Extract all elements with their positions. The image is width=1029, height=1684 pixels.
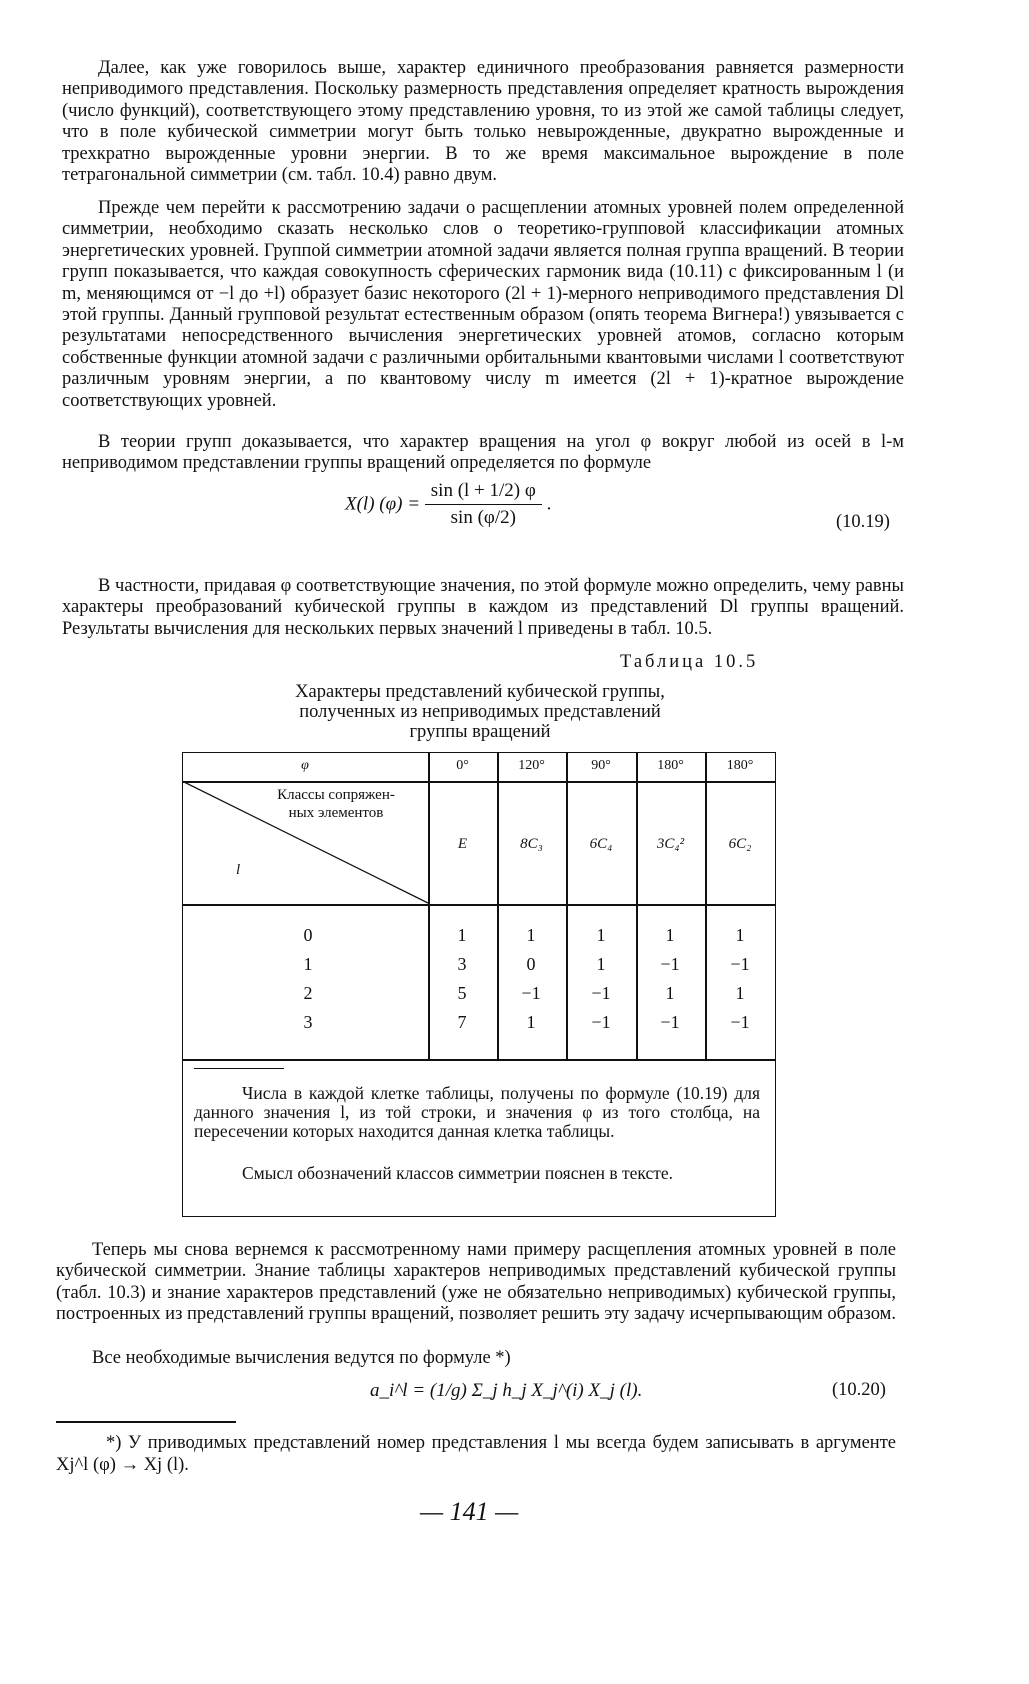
table-label: Таблица 10.5 (620, 652, 759, 672)
page-number: — 141 — (420, 1497, 519, 1526)
table-cell: 1 (596, 925, 606, 945)
paragraph-2: Прежде чем перейти к рассмотрению задачи о расщеплении атомных уровней полем определенной симметрии, необходимо сказать несколько слов о теоретико-групповой классификации атомных энергетических уровней. Группой симметрии атомной задачи является полная группа вращений. В теории групп показывается, что каждая совокупность сферических гармоник вида (10.11) с фиксированным l (и m, меняющимся от −l до +l) образует базис некоторого (2l + 1)-мерного неприводимого представления Dl этой группы. Данный групповой результат естественным образом (опять теорема Вигнера!) увязывается с результатами непосредственного вычисления энергетических уровней атомов, согласно которым собственные функции атомной задачи с различными орбитальными квантовыми числами l соответствуют различным уровням энергии, а по квантовому числу m имеется (2l + 1)-кратное вырождение соответствующих уровней. (62, 198, 904, 411)
header-phi: φ (301, 758, 309, 773)
table-cell: −1 (730, 954, 750, 974)
table-cell: 3 (457, 954, 467, 974)
paragraph-3: В теории групп доказывается, что характер вращения на угол φ вокруг любой из осей в l-м неприводимом представлении группы вращений определяется по формуле (62, 432, 904, 474)
paragraph-1: Далее, как уже говорилось выше, характер единичного преобразования равняется размерности неприводимого представления. Поскольку размерность представления определяет кратность вырождения (число функций), соответствующего этому представлению уровня, то из этой же самой таблицы следует, что в поле кубической симметрии могут быть только невырожденные, двукратно вырожденные и трехкратно вырожденные уровни энергии. В то же время максимальное вырождение в поле тетрагональной симметрии (см. табл. 10.4) равно двум. (62, 58, 904, 186)
table-hline-3 (182, 1059, 776, 1061)
row-l-1: 1 (303, 954, 313, 974)
paragraph-6: Все необходимые вычисления ведутся по формуле *) (92, 1348, 511, 1368)
header-angle-4: 180° (657, 758, 684, 773)
table-caption-line-3: группы вращений (409, 722, 551, 742)
header-angle-1: 0° (456, 758, 469, 773)
table-cell: −1 (591, 1012, 611, 1032)
table-cell: 1 (735, 925, 745, 945)
class-6C4: 6C₄ (589, 836, 613, 852)
table-cell: −1 (660, 1012, 680, 1032)
table-cell: 0 (526, 954, 536, 974)
footnote: *) У приводимых представлений номер представления l мы всегда будем записывать в аргументе Xj^l (φ) → Xj (l). (56, 1433, 896, 1475)
table-cell: −1 (521, 983, 541, 1003)
table-cell: 1 (735, 983, 745, 1003)
table-cell: 5 (457, 983, 467, 1003)
row-l-3: 3 (303, 1012, 313, 1032)
table-cell: −1 (591, 983, 611, 1003)
table-cell: −1 (660, 954, 680, 974)
table-cell: 1 (526, 925, 536, 945)
table-cell: 7 (457, 1012, 467, 1032)
paragraph-5: Теперь мы снова вернемся к рассмотренному нами примеру расщепления атомных уровней в поле кубической симметрии. Знание таблицы характеров неприводимых представлений кубической группы (табл. 10.3) и знание характеров представлений (уже не обязательно неприводимых) кубической группы, построенных из представлений группы вращений, позволяет решить эту задачу исчерпывающим образом. (56, 1240, 896, 1325)
table-caption-line-1: Характеры представлений кубической группы, (295, 682, 665, 702)
equation-10-19: X(l) (φ) = $\frac{\sin (l + 1/2) \varphi}{\sin (\varphi/2)}$ . (345, 480, 552, 528)
table-vline-4 (636, 752, 638, 1060)
row-l-0: 0 (303, 925, 313, 945)
table-caption (240, 682, 720, 742)
equation-number-10-19: (10.19) (836, 512, 890, 532)
class-6C2: 6C₂ (728, 836, 752, 852)
footnote-rule (56, 1421, 236, 1423)
header-angle-2: 120° (518, 758, 545, 773)
equation-10-20: a_i^l = (1/g) Σ_j h_j X_j^(i) X_j (l). (370, 1380, 643, 1401)
row-l-2: 2 (303, 983, 313, 1003)
table-vline-3 (566, 752, 568, 1060)
eq1-denominator: sin (φ/2) (450, 507, 516, 528)
table-cell: 1 (596, 954, 606, 974)
header-classes-label: Классы сопряжен- ных элементов (277, 787, 395, 821)
eq1-numerator: sin (l + 1/2) φ (425, 480, 542, 505)
eq1-lhs: X(l) (φ) = (345, 493, 421, 515)
table-vline-2 (497, 752, 499, 1060)
header-angle-5: 180° (726, 758, 754, 773)
table-cell: 1 (457, 925, 467, 945)
table-cell: −1 (730, 1012, 750, 1032)
table-note-rule (194, 1068, 284, 1069)
table-cell: 1 (665, 925, 675, 945)
table-note-2: Смысл обозначений классов симметрии пояснен в тексте. (242, 1163, 674, 1183)
paragraph-4: В частности, придавая φ соответствующие значения, по этой формуле можно определить, чему равны характеры преобразований кубической группы в каждом из представлений Dl группы вращений. Результаты вычисления для нескольких первых значений l приведены в табл. 10.5. (62, 576, 904, 639)
class-8C3: 8C₃ (520, 836, 543, 852)
table-vline-5 (705, 752, 707, 1060)
table-note-1: Числа в каждой клетке таблицы, получены по формуле (10.19) для данного значения l, из той строки, и значения φ из того столбца, на пересечении которых находится данная клетка таблицы. (194, 1083, 760, 1141)
eq1-fraction (425, 480, 542, 529)
class-E: E (457, 836, 468, 852)
table-caption-line-2: полученных из неприводимых представлений (299, 702, 661, 722)
equation-number-10-20: (10.20) (832, 1380, 886, 1400)
header-angle-3: 90° (591, 758, 611, 773)
table-cell: 1 (665, 983, 675, 1003)
header-l-label: l (236, 862, 241, 878)
class-3C4sq: 3C₄² (656, 836, 685, 852)
table-cell: 1 (526, 1012, 536, 1032)
